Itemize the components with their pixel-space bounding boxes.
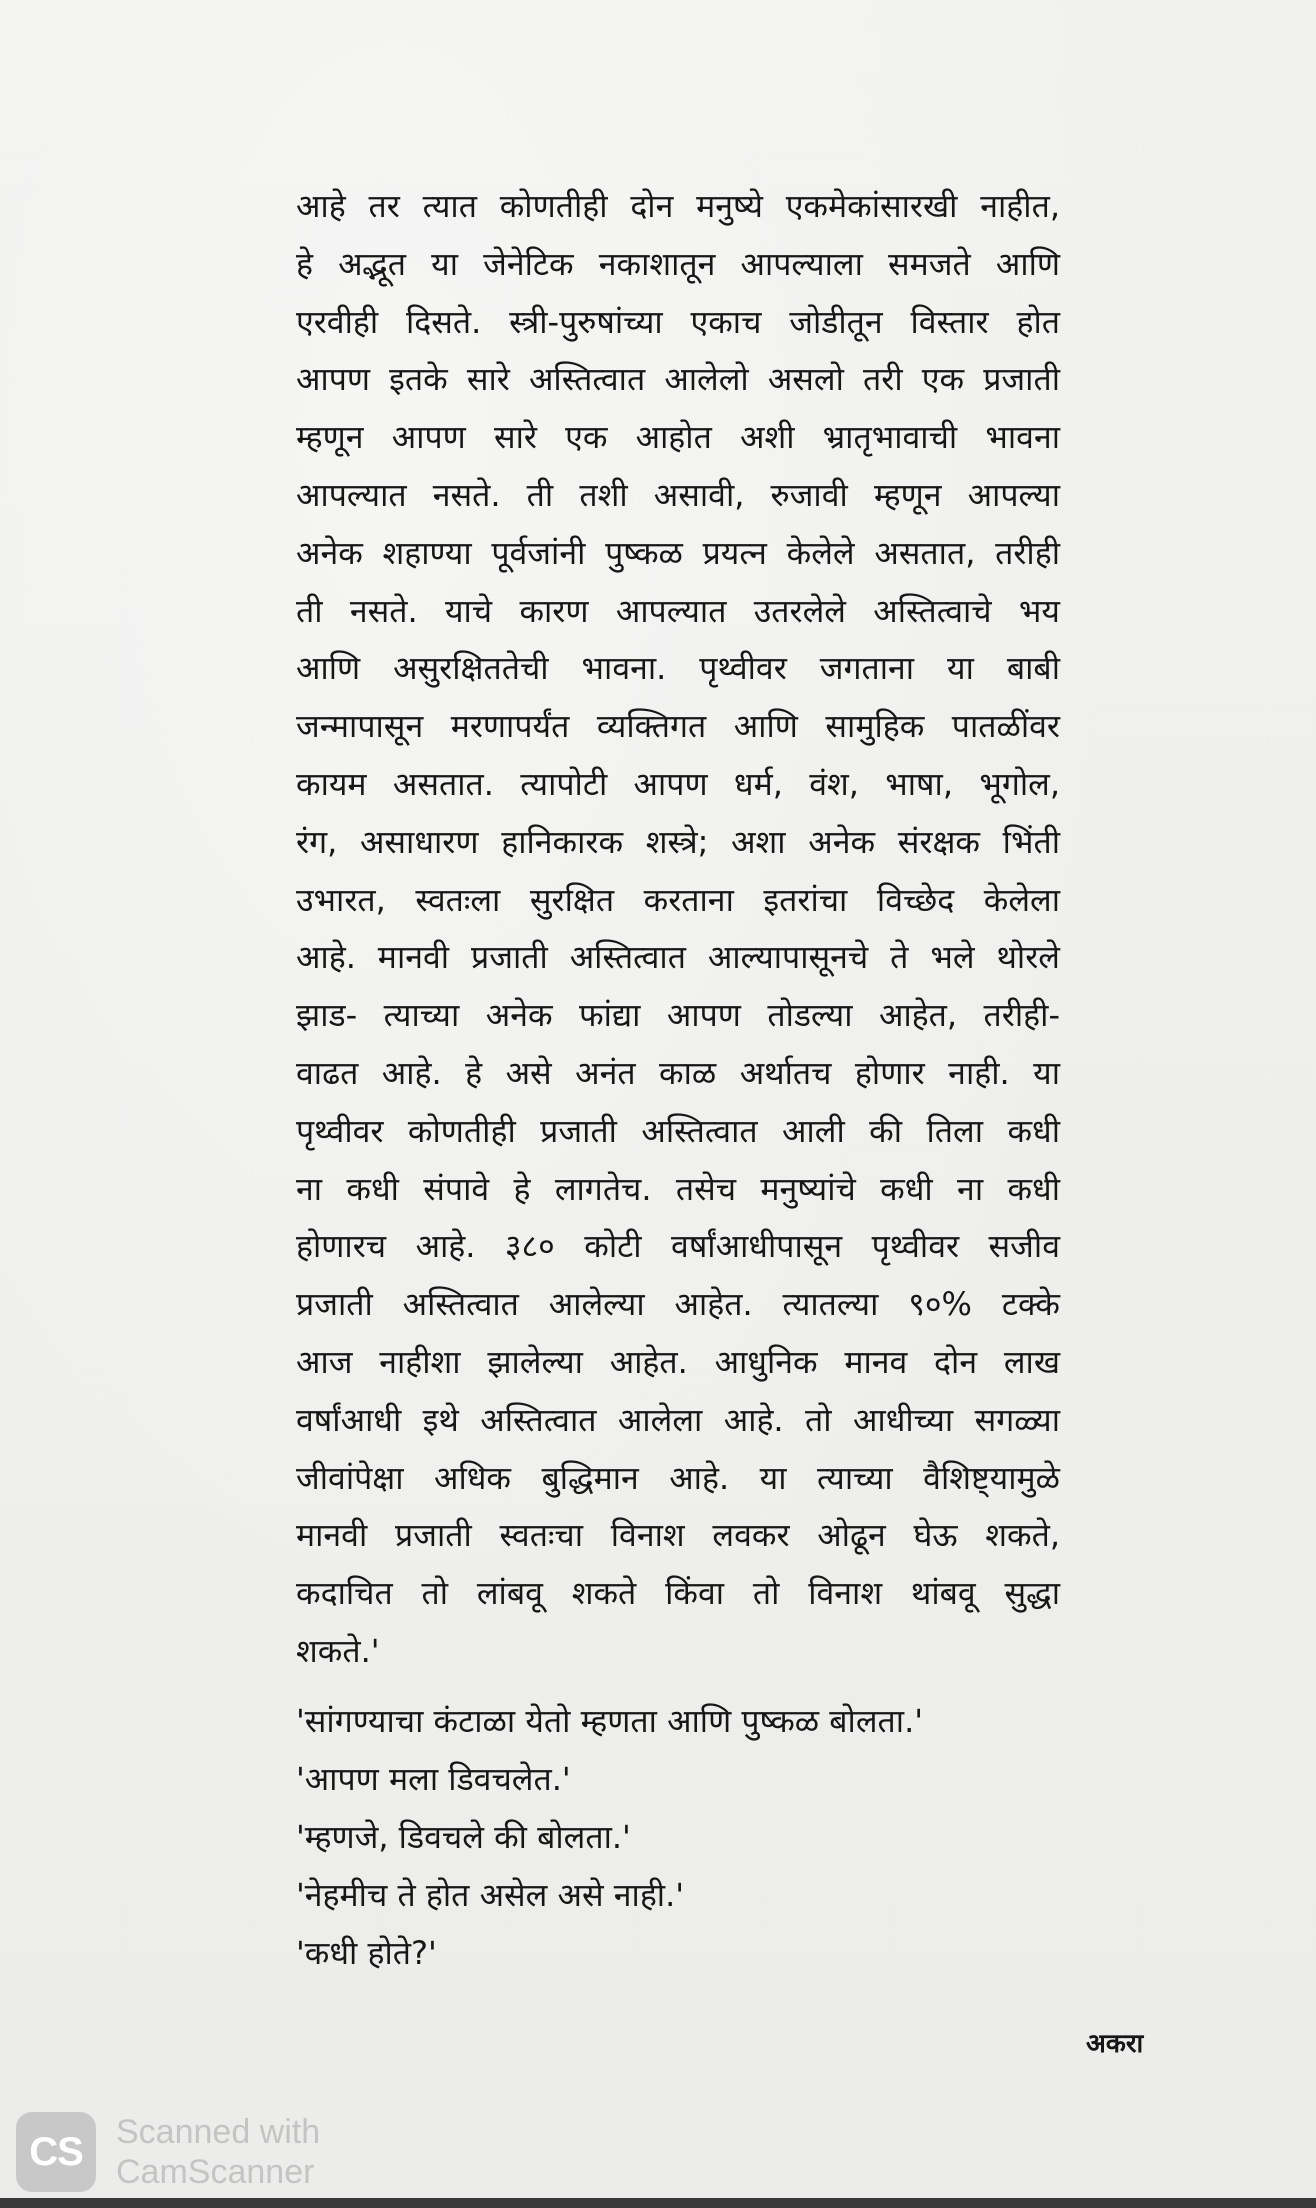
text-line: रंग, असाधारण हानिकारक शस्त्रे; अशा अनेक संरक्षक भिंती [296, 822, 1060, 861]
dialogue-line: 'म्हणजे, डिवचले की बोलता.' [296, 1818, 631, 1856]
text-line: होणारच आहे. ३८० कोटी वर्षांआधीपासून पृथ्वीवर सजीव [296, 1227, 1060, 1266]
text-line: जन्मापासून मरणापर्यंत व्यक्तिगत आणि सामुहिक पातळींवर [296, 707, 1060, 746]
text-line: आहे. मानवी प्रजाती अस्तित्वात आल्यापासूनचे ते भले थोरले [296, 938, 1060, 977]
text-line: जीवांपेक्षा अधिक बुद्धिमान आहे. या त्याच्या वैशिष्ट्यामुळे [296, 1458, 1060, 1497]
page-number: अकरा [1086, 2029, 1144, 2059]
text-line: शकते.' [296, 1631, 380, 1670]
text-line: एरवीही दिसते. स्त्री-पुरुषांच्या एकाच जोडीतून विस्तार होत [296, 302, 1060, 341]
text-line: म्हणून आपण सारे एक आहोत अशी भ्रातृभावाची भावना [296, 418, 1060, 457]
text-line: आहे तर त्यात कोणतीही दोन मनुष्ये एकमेकांसारखी नाहीत, [296, 187, 1060, 225]
dialogue-line: 'नेहमीच ते होत असेल असे नाही.' [296, 1876, 685, 1914]
camscanner-logo-icon [16, 2112, 96, 2192]
scan-edge-shadow [0, 2198, 1316, 2208]
text-line: मानवी प्रजाती स्वतःचा विनाश लवकर ओढून घेऊ शकते, [296, 1516, 1060, 1555]
text-line: आपण इतके सारे अस्तित्वात आलेलो असलो तरी एक प्रजाती [296, 360, 1060, 399]
text-line: वर्षांआधी इथे अस्तित्वात आलेला आहे. तो आधीच्या सगळ्या [296, 1400, 1060, 1439]
dialogue-line: 'सांगण्याचा कंटाळा येतो म्हणता आणि पुष्कळ बोलता.' [296, 1702, 924, 1740]
text-line: आज नाहीशा झालेल्या आहेत. आधुनिक मानव दोन लाख [296, 1342, 1060, 1381]
text-line: वाढत आहे. हे असे अनंत काळ अर्थातच होणार नाही. या [296, 1053, 1060, 1092]
watermark-line-2: CamScanner [116, 2153, 315, 2191]
text-line: अनेक शहाण्या पूर्वजांनी पुष्कळ प्रयत्न केलेले असतात, तरीही [296, 533, 1060, 572]
watermark-text [116, 2112, 320, 2192]
text-line: कायम असतात. त्यापोटी आपण धर्म, वंश, भाषा, भूगोल, [296, 764, 1060, 803]
watermark-line-1: Scanned with [116, 2113, 321, 2151]
scanner-watermark [16, 2104, 346, 2194]
text-line: पृथ्वीवर कोणतीही प्रजाती अस्तित्वात आली की तिला कधी [296, 1111, 1060, 1150]
text-line: ना कधी संपावे हे लागतेच. तसेच मनुष्यांचे कधी ना कधी [296, 1169, 1060, 1208]
text-line: कदाचित तो लांबवू शकते किंवा तो विनाश थांबवू सुद्धा [296, 1574, 1060, 1613]
text-line: आपल्यात नसते. ती तशी असावी, रुजावी म्हणून आपल्या [296, 475, 1060, 514]
text-line: उभारत, स्वतःला सुरक्षित करताना इतरांचा विच्छेद केलेला [296, 880, 1060, 919]
text-line: ती नसते. याचे कारण आपल्यात उतरलेले अस्तित्वाचे भय [296, 591, 1060, 630]
text-line: प्रजाती अस्तित्वात आलेल्या आहेत. त्यातल्या ९०% टक्के [296, 1285, 1060, 1324]
text-line: आणि असुरक्षिततेची भावना. पृथ्वीवर जगताना या बाबी [296, 649, 1060, 688]
logo-text: CS [29, 2129, 83, 2174]
text-line: झाड- त्याच्या अनेक फांद्या आपण तोडल्या आहेत, तरीही- [296, 996, 1060, 1035]
dialogue-line: 'आपण मला डिवचलेत.' [296, 1760, 571, 1798]
dialogue-block [296, 1692, 1060, 1982]
text-line: हे अद्भूत या जेनेटिक नकाशातून आपल्याला समजते आणि [296, 244, 1060, 283]
dialogue-line: 'कधी होते?' [296, 1934, 437, 1972]
body-paragraph [296, 178, 1060, 1681]
